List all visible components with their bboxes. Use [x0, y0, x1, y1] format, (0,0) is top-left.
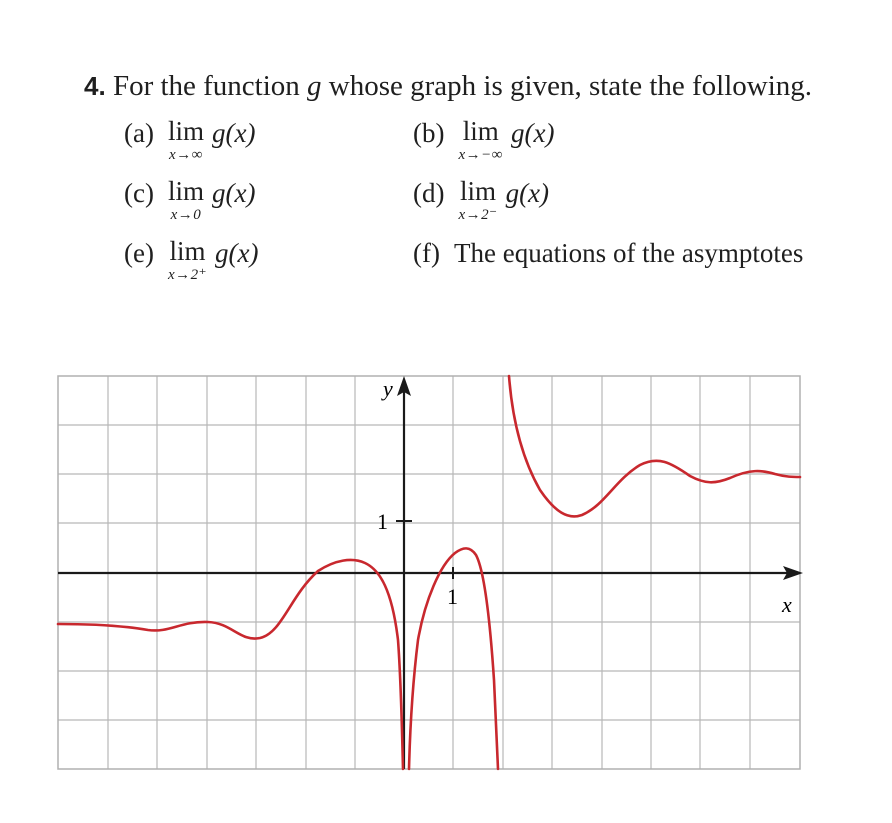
func-expr: g(x) — [215, 238, 259, 268]
lim-subscript: x→∞ — [169, 147, 203, 163]
func-expr: g(x) — [211, 118, 256, 148]
lim-word: lim — [462, 116, 499, 146]
func-expr: g(x) — [211, 178, 256, 208]
lim-word: lim — [167, 176, 204, 206]
problem-text-after: whose graph is given, state the following. — [328, 70, 813, 102]
lim-subscript: x→2⁻ — [458, 207, 498, 223]
lim-word: lim — [167, 116, 204, 146]
part-label: (e) — [124, 238, 154, 268]
curve-left-branch — [58, 560, 403, 769]
problem-number: 4. — [84, 71, 106, 101]
part-label: (a) — [124, 118, 154, 148]
function-variable: g — [307, 70, 322, 102]
part-label: (c) — [124, 178, 154, 208]
func-expr: g(x) — [510, 118, 555, 148]
problem-text-before: For the function — [112, 70, 300, 102]
y-axis-label: y — [383, 376, 393, 401]
lim-subscript: x→2⁺ — [167, 267, 208, 283]
curve-right-branch — [509, 376, 800, 516]
lim-subscript: x→−∞ — [458, 147, 503, 163]
x-axis-label: x — [782, 592, 792, 617]
lim-subscript: x→0 — [170, 207, 202, 223]
part-label: (f) — [413, 238, 440, 268]
func-expr: g(x) — [505, 178, 550, 208]
lim-word: lim — [460, 176, 497, 206]
x-tick-label: 1 — [447, 584, 458, 609]
part-label: (d) — [413, 178, 445, 208]
part-label: (b) — [413, 118, 445, 148]
lim-word: lim — [169, 236, 206, 266]
part-f-text: The equations of the asymptotes — [453, 238, 804, 268]
y-tick-label: 1 — [377, 509, 388, 534]
